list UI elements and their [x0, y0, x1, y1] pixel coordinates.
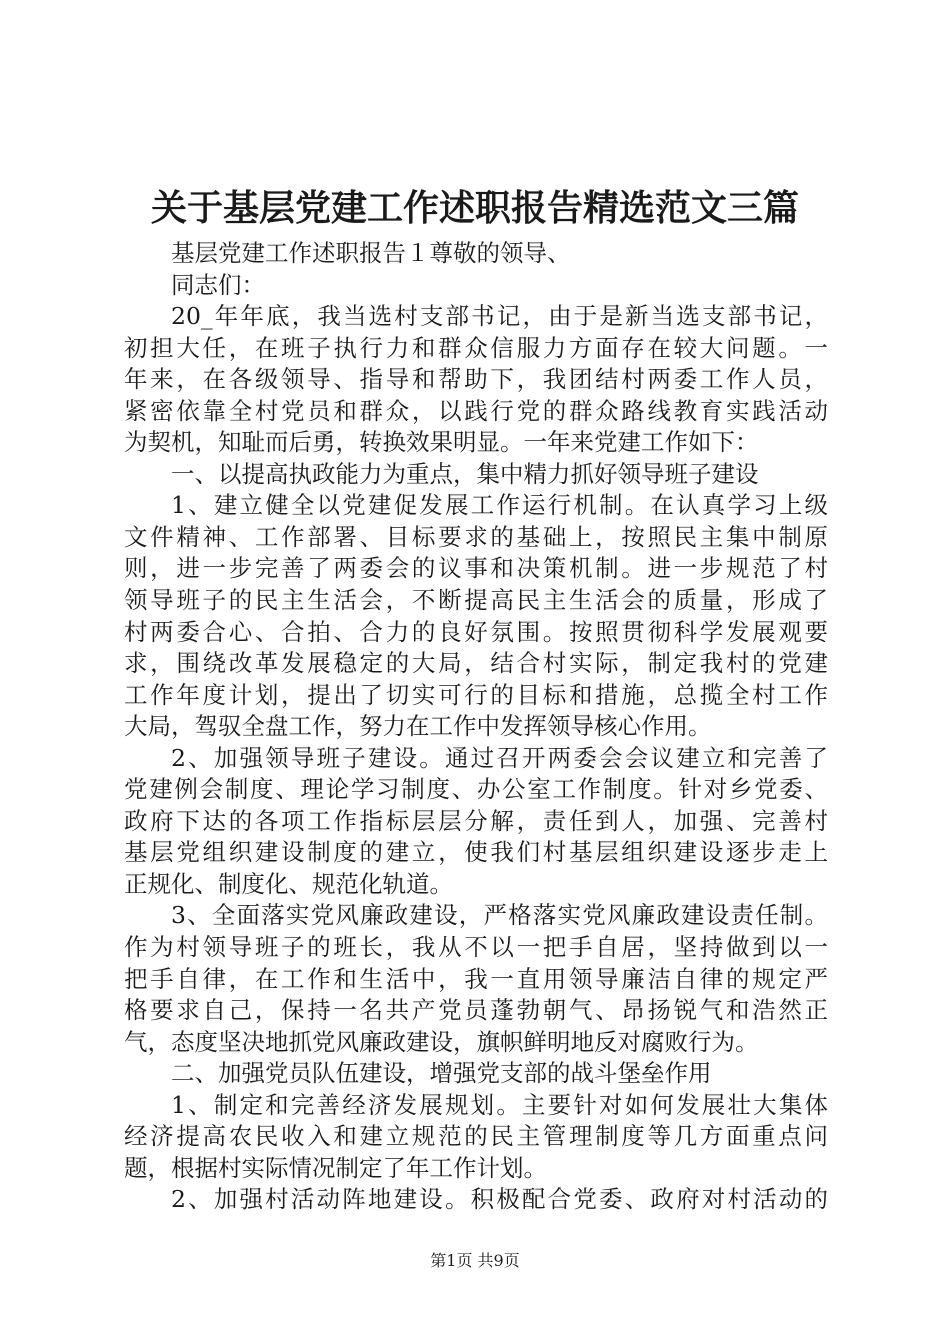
text-line: 2、加强村活动阵地建设。积极配合党委、政府对村活动的	[171, 1185, 828, 1214]
text-line: 同志们：	[171, 270, 265, 299]
text-line: 基层党组织建设制度的建立，使我们村基层组织建设逐步走上	[124, 838, 828, 867]
text-line: 基层党建工作述职报告１尊敬的领导、	[171, 239, 571, 267]
text-line: 作为村领导班子的班长，我从不以一把手自居，坚持做到以一	[124, 933, 828, 962]
text-line: 年来，在各级领导、指导和帮助下，我团结村两委工作人员，	[124, 365, 828, 394]
text-line: 大局，驾驭全盘工作，努力在工作中发挥领导核心作用。	[124, 712, 712, 741]
text-line: 经济提高农民收入和建立规范的民主管理制度等几方面重点问	[124, 1122, 828, 1151]
text-line: 2、加强领导班子建设。通过召开两委会会议建立和完善了	[171, 743, 828, 772]
text-line: 村两委合心、合拍、合力的良好氛围。按照贯彻科学发展观要	[124, 617, 828, 646]
text-line: 把手自律，在工作和生活中，我一直用领导廉洁自律的规定严	[124, 964, 828, 993]
text-line: 初担大任，在班子执行力和群众信服力方面存在较大问题。一	[124, 333, 828, 362]
text-line: 3、全面落实党风廉政建设，严格落实党风廉政建设责任制。	[171, 901, 828, 930]
text-line: 工作年度计划，提出了切实可行的目标和措施，总揽全村工作	[124, 680, 828, 709]
text-line: 一、以提高执政能力为重点，集中精力抓好领导班子建设	[171, 459, 759, 488]
text-line: 格要求自己，保持一名共产党员蓬勃朝气、昂扬锐气和浩然正	[124, 996, 828, 1025]
text-line: 紧密依靠全村党员和群众，以践行党的群众路线教育实践活动	[124, 396, 828, 425]
text-line: 文件精神、工作部署、目标要求的基础上，按照民主集中制原	[124, 522, 828, 551]
text-line: 正规化、制度化、规范化轨道。	[124, 869, 453, 898]
text-line: 20_年年底，我当选村支部书记，由于是新当选支部书记，	[171, 302, 828, 331]
page-footer: 第1页 共9页	[430, 1251, 520, 1270]
text-line: 1、建立健全以党建促发展工作运行机制。在认真学习上级	[171, 491, 828, 520]
text-line: 求，围绕改革发展稳定的大局，结合村实际，制定我村的党建	[124, 649, 828, 678]
text-line: 二、加强党员队伍建设，增强党支部的战斗堡垒作用	[171, 1059, 712, 1088]
text-line: 则，进一步完善了两委会的议事和决策机制。进一步规范了村	[124, 554, 828, 583]
text-line: 政府下达的各项工作指标层层分解，责任到人，加强、完善村	[124, 806, 828, 835]
document-body	[124, 238, 828, 1216]
text-line: 为契机，知耻而后勇，转换效果明显。一年来党建工作如下：	[124, 428, 759, 457]
text-line: 党建例会制度、理论学习制度、办公室工作制度。针对乡党委、	[124, 775, 828, 804]
text-line: 领导班子的民主生活会，不断提高民主生活会的质量，形成了	[124, 586, 828, 615]
text-line: 题，根据村实际情况制定了年工作计划。	[124, 1153, 547, 1182]
text-line: 1、制定和完善经济发展规划。主要针对如何发展壮大集体	[171, 1090, 828, 1119]
text-line: 气，态度坚决地抓党风廉政建设，旗帜鲜明地反对腐败行为。	[124, 1027, 759, 1056]
document-title: 关于基层党建工作述职报告精选范文三篇	[150, 187, 799, 229]
